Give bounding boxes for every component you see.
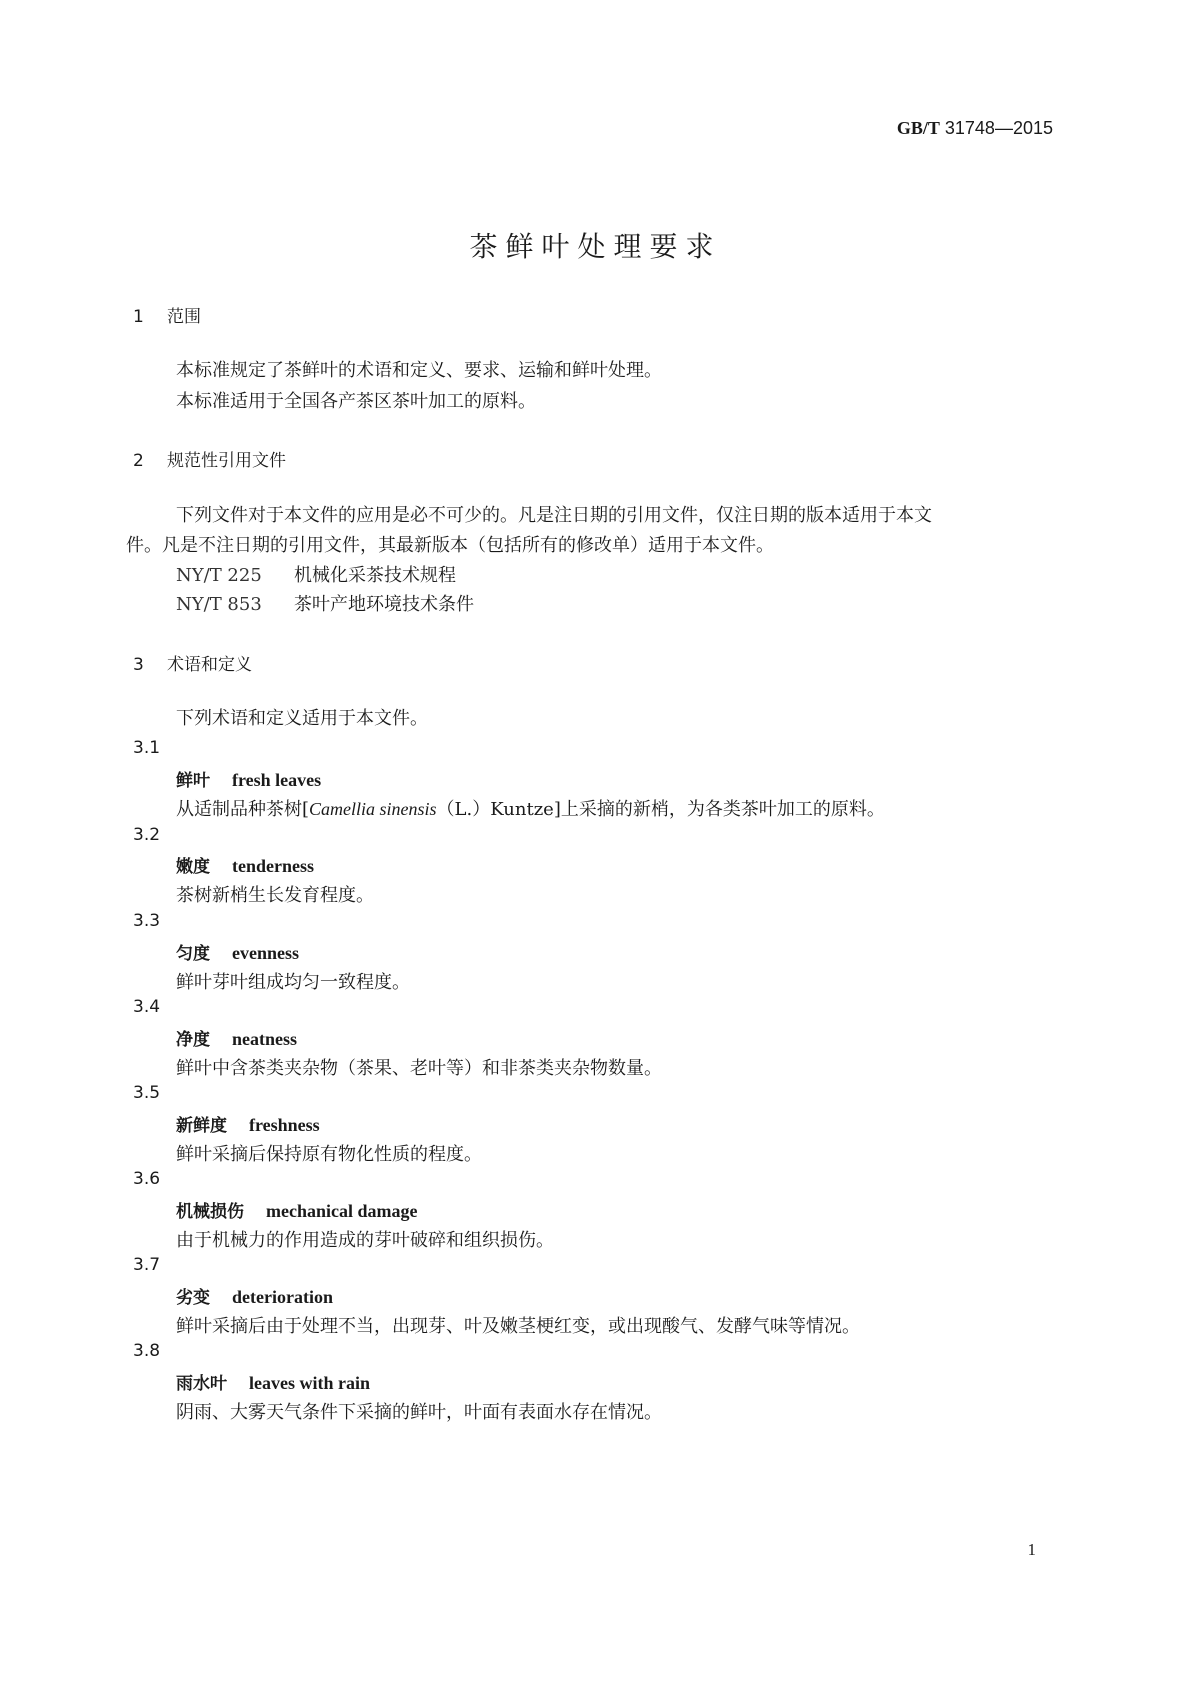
term-zh: 匀度 xyxy=(176,944,210,964)
term-en: neatness xyxy=(232,1029,298,1049)
references-intro-line-1: 下列文件对于本文件的应用是必不可少的。凡是注日期的引用文件，仅注日期的版本适用于本文 xyxy=(176,505,932,526)
term-number: 3.2 xyxy=(133,825,161,845)
term-definition: 鲜叶中含茶类夹杂物（茶果、老叶等）和非茶类夹杂物数量。 xyxy=(176,1058,662,1079)
reference-item xyxy=(176,590,474,616)
standard-code-number: 31748—2015 xyxy=(944,118,1053,138)
standard-code xyxy=(897,118,1053,139)
term-definition: 阴雨、大雾天气条件下采摘的鲜叶，叶面有表面水存在情况。 xyxy=(176,1402,662,1423)
reference-title: 机械化采茶技术规程 xyxy=(294,565,456,586)
section-number: 3 xyxy=(133,655,144,675)
scope-paragraph-2: 本标准适用于全国各产茶区茶叶加工的原料。 xyxy=(176,391,536,412)
term-zh: 新鲜度 xyxy=(176,1116,227,1136)
term-heading xyxy=(176,766,321,791)
section-number: 1 xyxy=(133,307,144,327)
term-number: 3.7 xyxy=(133,1255,161,1275)
term-definition-part: 从适制品种茶树[ xyxy=(176,799,310,820)
section-heading-scope xyxy=(133,302,201,327)
section-title: 规范性引用文件 xyxy=(167,451,286,471)
term-definition: 茶树新梢生长发育程度。 xyxy=(176,885,374,906)
term-zh: 嫩度 xyxy=(176,857,210,877)
term-heading xyxy=(176,1197,417,1222)
term-heading xyxy=(176,939,299,964)
term-heading xyxy=(176,1369,370,1394)
page-number: 1 xyxy=(1027,1540,1036,1559)
standard-code-prefix: GB/T xyxy=(896,118,940,138)
term-heading xyxy=(176,1025,297,1050)
term-number: 3.3 xyxy=(133,911,161,931)
term-heading xyxy=(176,1111,320,1136)
term-number: 3.1 xyxy=(133,738,161,758)
section-heading-terms xyxy=(133,650,252,675)
term-en: freshness xyxy=(249,1115,320,1135)
section-title: 术语和定义 xyxy=(167,655,252,675)
term-zh: 机械损伤 xyxy=(176,1202,244,1222)
term-en: evenness xyxy=(232,943,299,963)
reference-item xyxy=(176,561,456,587)
term-en: deterioration xyxy=(232,1287,333,1307)
term-zh: 鲜叶 xyxy=(176,771,210,791)
section-title: 范围 xyxy=(167,307,201,327)
term-definition: 鲜叶芽叶组成均匀一致程度。 xyxy=(176,972,410,993)
term-definition: 鲜叶采摘后由于处理不当，出现芽、叶及嫩茎梗红变，或出现酸气、发酵气味等情况。 xyxy=(176,1316,860,1337)
scope-paragraph-1: 本标准规定了茶鲜叶的术语和定义、要求、运输和鲜叶处理。 xyxy=(176,360,662,381)
term-en: mechanical damage xyxy=(266,1201,418,1221)
term-en: fresh leaves xyxy=(232,770,322,790)
terms-intro: 下列术语和定义适用于本文件。 xyxy=(176,708,428,729)
term-number: 3.6 xyxy=(133,1169,161,1189)
term-definition-part: （L.）Kuntze]上采摘的新梢，为各类茶叶加工的原料。 xyxy=(436,799,885,820)
term-number: 3.4 xyxy=(133,997,161,1017)
section-heading-references xyxy=(133,446,286,471)
document-title: 茶鲜叶处理要求 xyxy=(469,230,722,263)
section-number: 2 xyxy=(133,451,144,471)
term-number: 3.8 xyxy=(133,1341,161,1361)
term-en: leaves with rain xyxy=(249,1373,370,1393)
term-heading xyxy=(176,852,314,877)
references-intro-line-2: 件。凡是不注日期的引用文件，其最新版本（包括所有的修改单）适用于本文件。 xyxy=(126,535,774,556)
term-definition xyxy=(176,795,885,821)
term-en: tenderness xyxy=(232,856,314,876)
reference-title: 茶叶产地环境技术条件 xyxy=(294,594,474,615)
term-zh: 雨水叶 xyxy=(176,1374,227,1394)
term-definition: 鲜叶采摘后保持原有物化性质的程度。 xyxy=(176,1144,482,1165)
term-definition-italic: Camellia sinensis xyxy=(309,799,437,819)
term-zh: 净度 xyxy=(176,1030,210,1050)
term-definition: 由于机械力的作用造成的芽叶破碎和组织损伤。 xyxy=(176,1230,554,1251)
term-zh: 劣变 xyxy=(176,1288,210,1308)
term-heading xyxy=(176,1283,333,1308)
reference-code: NY/T 853 xyxy=(176,594,262,615)
reference-code: NY/T 225 xyxy=(176,565,262,586)
term-number: 3.5 xyxy=(133,1083,161,1103)
